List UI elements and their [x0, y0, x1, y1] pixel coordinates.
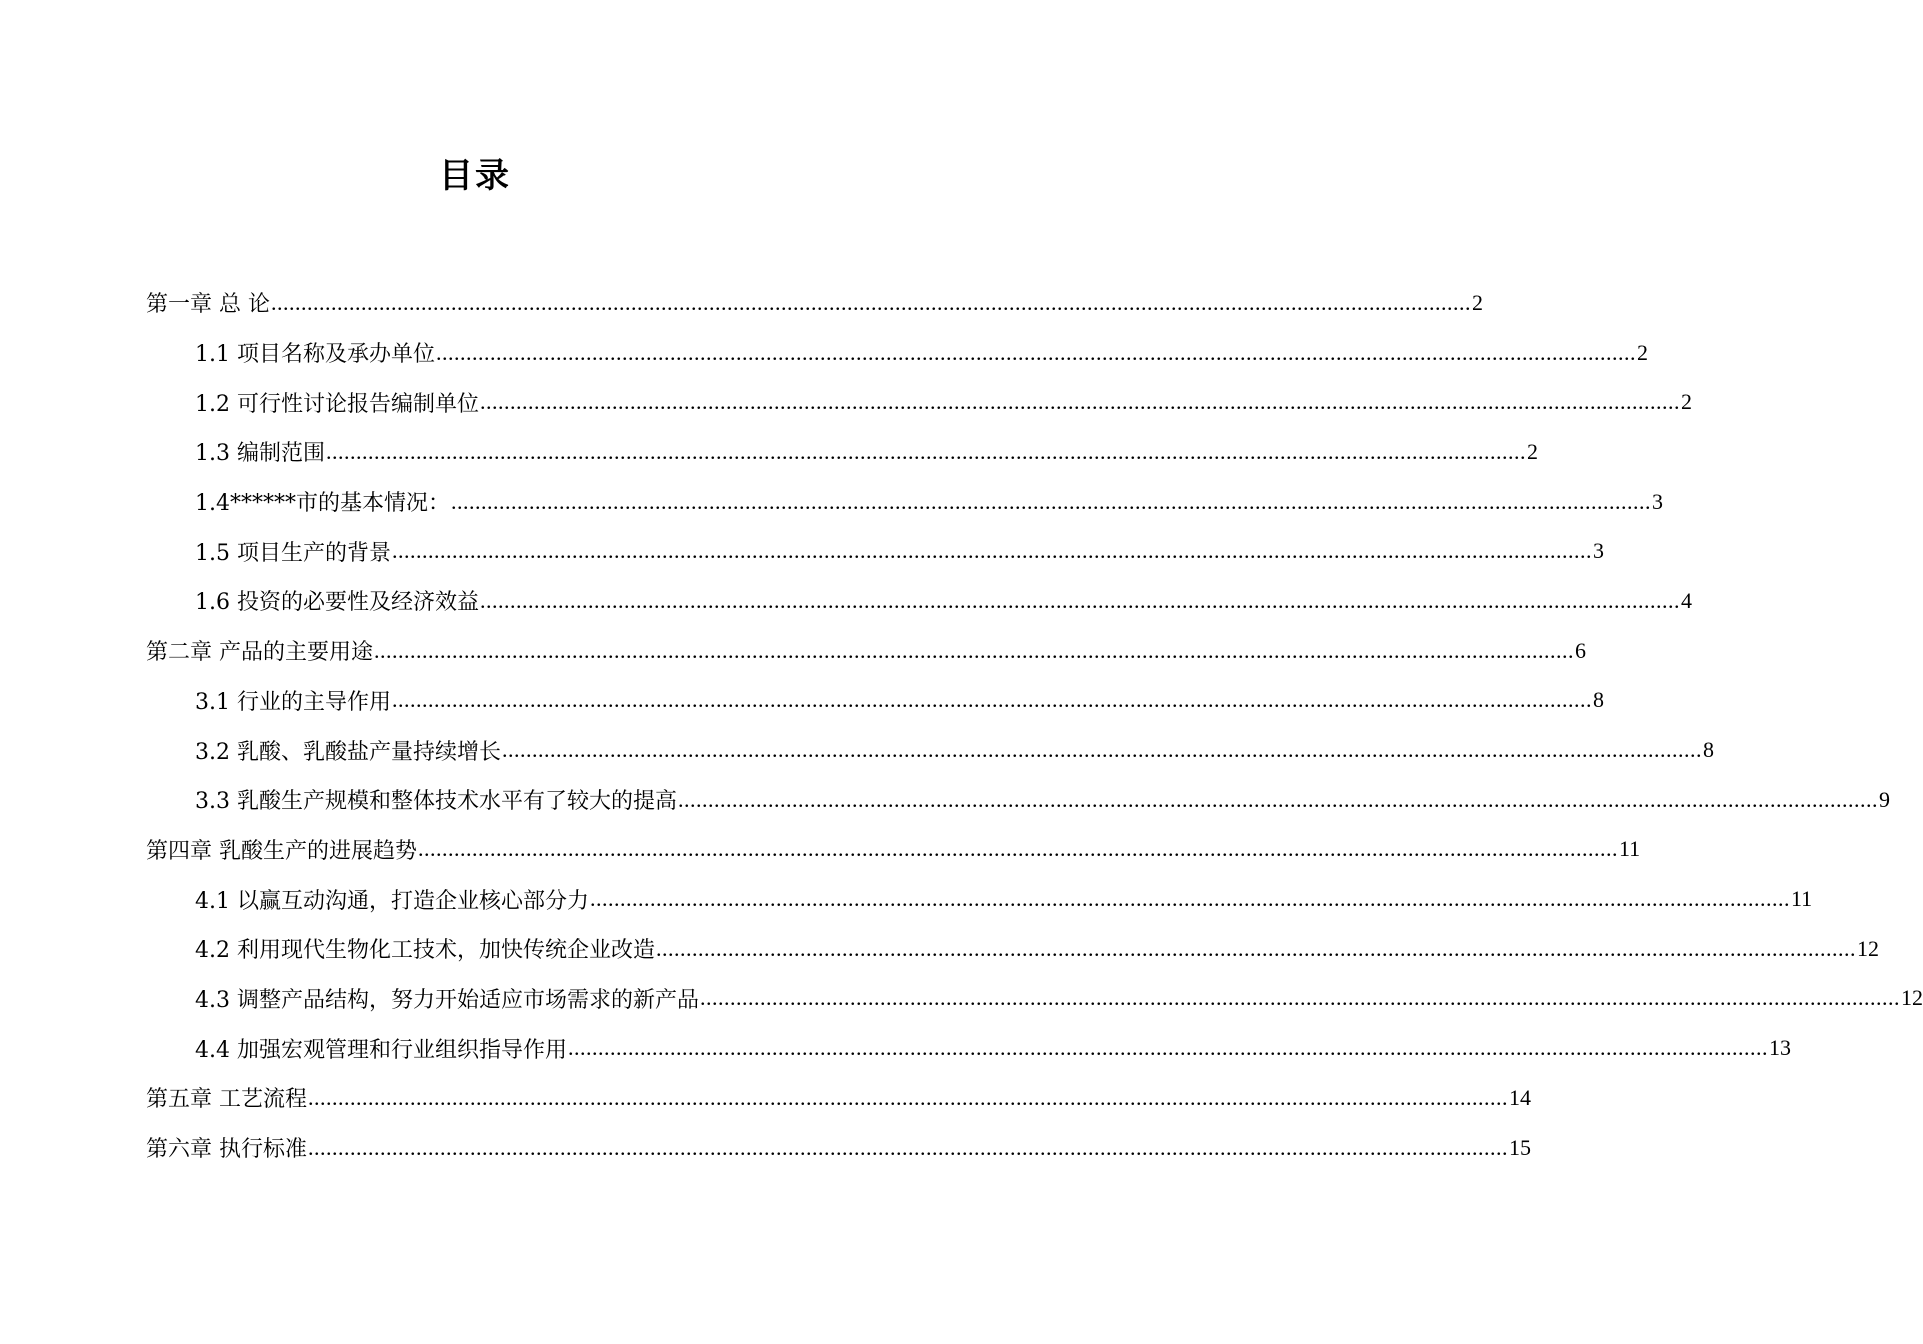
toc-section-entry[interactable]	[146, 775, 1890, 825]
toc-dot-leader: ........................................................................................................................................................................................................	[451, 488, 1651, 514]
toc-dot-leader: ........................................................................................................................................................................................................	[374, 637, 1574, 663]
toc-chapter-entry[interactable]	[146, 1123, 1531, 1173]
toc-entry-label: 4.4 加强宏观管理和行业组织指导作用	[195, 1033, 567, 1064]
toc-dot-leader: ........................................................................................................................................................................................................	[655, 935, 1856, 961]
toc-chapter-entry[interactable]	[146, 1073, 1531, 1123]
toc-entry-label: 4.2 利用现代生物化工技术，加快传统企业改造	[195, 933, 655, 964]
toc-dot-leader: ........................................................................................................................................................................................................	[699, 985, 1900, 1011]
toc-dot-leader: ........................................................................................................................................................................................................	[308, 1084, 1508, 1110]
toc-section-entry[interactable]	[146, 328, 1648, 378]
toc-entry-label: 1.5 项目生产的背景	[195, 536, 391, 567]
toc-entry-page-number: 6	[1575, 637, 1586, 663]
toc-entry-page-number: 14	[1509, 1084, 1531, 1110]
toc-dot-leader: ........................................................................................................................................................................................................	[418, 836, 1618, 862]
toc-section-entry[interactable]	[146, 477, 1663, 527]
toc-dot-leader: ........................................................................................................................................................................................................	[479, 587, 1680, 613]
toc-section-entry[interactable]	[146, 377, 1692, 427]
toc-chapter-entry[interactable]	[146, 278, 1483, 328]
toc-entry-label: 1.6 投资的必要性及经济效益	[195, 585, 479, 616]
toc-title: 目录	[439, 156, 511, 196]
toc-entry-label: 第六章 执行标准	[146, 1132, 307, 1163]
toc-entry-label: 4.1 以赢互动沟通，打造企业核心部分力	[195, 884, 589, 915]
toc-entry-label: 第一章 总 论	[146, 287, 270, 318]
toc-section-entry[interactable]	[146, 576, 1692, 626]
toc-section-entry[interactable]	[146, 725, 1714, 775]
toc-section-entry[interactable]	[146, 874, 1813, 924]
toc-dot-leader: ........................................................................................................................................................................................................	[589, 886, 1790, 912]
toc-entry-page-number: 9	[1878, 786, 1890, 812]
toc-entry-page-number: 12	[1856, 935, 1879, 961]
toc-chapter-entry[interactable]	[146, 825, 1641, 875]
toc-entry-label: 第五章 工艺流程	[146, 1082, 307, 1113]
toc-entry-page-number: 8	[1702, 737, 1714, 763]
toc-dot-leader: ........................................................................................................................................................................................................	[391, 538, 1592, 564]
toc-entry-page-number: 15	[1509, 1134, 1531, 1160]
toc-entry-page-number: 2	[1526, 438, 1538, 464]
toc-entry-label: 4.3 调整产品结构，努力开始适应市场需求的新产品	[195, 983, 699, 1014]
toc-dot-leader: ........................................................................................................................................................................................................	[501, 737, 1702, 763]
toc-section-entry[interactable]	[146, 676, 1604, 726]
toc-entry-label: 1.4******市的基本情况：	[195, 486, 450, 517]
toc-entry-label: 3.3 乳酸生产规模和整体技术水平有了较大的提高	[195, 784, 677, 815]
toc-entry-label: 3.2 乳酸、乳酸盐产量持续增长	[195, 735, 501, 766]
toc-section-entry[interactable]	[146, 427, 1538, 477]
toc-dot-leader: ........................................................................................................................................................................................................	[435, 339, 1636, 365]
toc-entry-label: 第二章 产品的主要用途	[146, 635, 373, 666]
toc-section-entry[interactable]	[146, 1023, 1791, 1073]
toc-section-entry[interactable]	[146, 526, 1604, 576]
toc-entry-label: 1.1 项目名称及承办单位	[195, 337, 435, 368]
toc-entry-label: 3.1 行业的主导作用	[195, 685, 391, 716]
toc-dot-leader: ........................................................................................................................................................................................................	[677, 786, 1878, 812]
toc-entry-page-number: 2	[1636, 339, 1648, 365]
toc-entry-label: 1.3 编制范围	[195, 436, 325, 467]
toc-dot-leader: ........................................................................................................................................................................................................	[479, 389, 1680, 415]
toc-entry-page-number: 8	[1592, 687, 1604, 713]
toc-dot-leader: ........................................................................................................................................................................................................	[271, 289, 1471, 315]
toc-entry-page-number: 4	[1680, 587, 1692, 613]
table-of-contents	[146, 278, 1923, 1172]
toc-dot-leader: ........................................................................................................................................................................................................	[567, 1035, 1768, 1061]
toc-section-entry[interactable]	[146, 974, 1923, 1024]
toc-entry-page-number: 2	[1680, 389, 1692, 415]
toc-chapter-entry[interactable]	[146, 626, 1586, 676]
toc-entry-page-number: 3	[1592, 538, 1604, 564]
toc-section-entry[interactable]	[146, 924, 1879, 974]
toc-entry-label: 1.2 可行性讨论报告编制单位	[195, 387, 479, 418]
toc-entry-page-number: 11	[1790, 886, 1813, 912]
toc-entry-page-number: 13	[1768, 1035, 1791, 1061]
toc-dot-leader: ........................................................................................................................................................................................................	[325, 438, 1526, 464]
toc-entry-page-number: 12	[1900, 985, 1923, 1011]
toc-entry-page-number: 2	[1472, 289, 1483, 315]
toc-entry-page-number: 11	[1619, 836, 1641, 862]
toc-entry-page-number: 3	[1652, 488, 1663, 514]
toc-dot-leader: ........................................................................................................................................................................................................	[391, 687, 1592, 713]
toc-dot-leader: ........................................................................................................................................................................................................	[308, 1134, 1508, 1160]
toc-entry-label: 第四章 乳酸生产的进展趋势	[146, 834, 417, 865]
